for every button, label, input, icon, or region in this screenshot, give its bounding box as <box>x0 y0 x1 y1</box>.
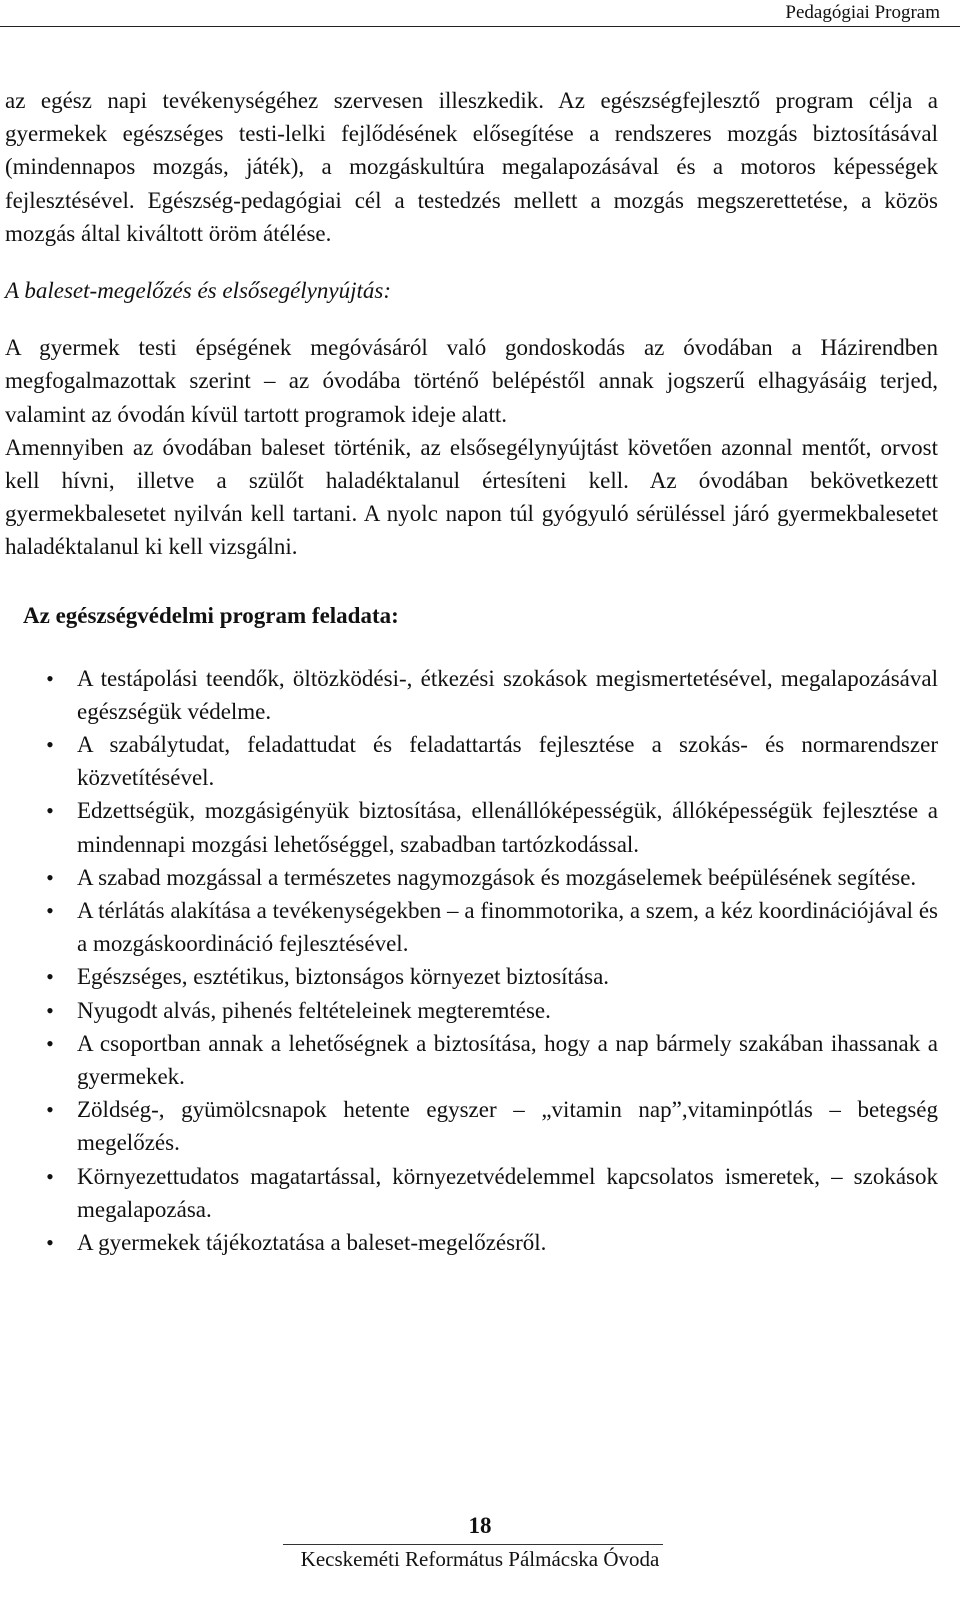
running-header <box>0 0 960 27</box>
page-number: 18 <box>468 1513 492 1538</box>
list-item-text: Környezettudatos magatartással, környezetvédelemmel kapcsolatos ismeretek, – szokások megalapozása. <box>77 1163 938 1222</box>
task-list <box>5 662 938 1260</box>
footer-divider <box>283 1544 663 1545</box>
list-item <box>5 960 938 993</box>
list-item-text: A szabad mozgással a természetes nagymozgások és mozgáselemek beépülésének segítése. <box>77 864 917 890</box>
list-item-text: A csoportban annak a lehetőségnek a biztosítása, hogy a nap bármely szakában ihassanak a gyermekek. <box>77 1030 938 1090</box>
list-item <box>5 861 938 894</box>
bullet-icon: • <box>46 1097 54 1123</box>
bullet-icon: • <box>46 997 54 1023</box>
list-item <box>5 1027 938 1093</box>
section-heading: Az egészségvédelmi program feladata: <box>23 602 399 628</box>
header-title: Pedagógiai Program <box>785 2 940 23</box>
list-item <box>5 662 938 728</box>
bullet-icon: • <box>46 1163 54 1189</box>
list-item-text: Nyugodt alvás, pihenés feltételeinek megteremtése. <box>77 997 551 1023</box>
list-item <box>5 1160 938 1226</box>
list-item <box>5 994 938 1027</box>
list-item <box>5 894 938 960</box>
list-item <box>5 794 938 860</box>
list-item-text: Edzettségük, mozgásigényük biztosítása, ellenállóképességük, állóképességük fejlesztése a mindennapi mozgási lehetőséggel, szabadban tartózkodással. <box>77 798 938 857</box>
list-item-text: A testápolási teendők, öltözködési-, étkezési szokások megismertetésével, megalapozásával egészségük védelme. <box>77 665 938 724</box>
list-item <box>5 728 938 794</box>
bullet-icon: • <box>46 898 54 924</box>
list-item <box>5 1226 938 1259</box>
bullet-icon: • <box>46 798 54 824</box>
bullet-icon: • <box>46 864 54 890</box>
list-item-text: Egészséges, esztétikus, biztonságos környezet biztosítása. <box>77 964 610 990</box>
footer-institution: Kecskeméti Református Pálmácska Óvoda <box>300 1547 660 1571</box>
bullet-icon: • <box>46 732 54 758</box>
intro-paragraph: az egész napi tevékenységéhez szervesen illeszkedik. Az egészségfejlesztő program célja a gyermekek egészséges testi-lelki fejlődésének elősegítése a rendszeres mozgás biztosításával (mindennapos mozgás, játék), a mozgáskultúra megalapozásával és a motoros képességek fejlesztésével. Egészség-pedagógiai cél a testedzés mellett a mozgás megszerettetése, a közös mozgás által kiváltott öröm átélése. <box>5 88 938 246</box>
subheading-accident-prevention: A baleset-megelőzés és elsősegélynyújtás: <box>5 278 391 304</box>
bullet-icon: • <box>46 964 54 990</box>
page-body <box>5 84 938 1259</box>
bullet-icon: • <box>46 1030 54 1056</box>
bullet-icon: • <box>46 1230 54 1256</box>
safety-paragraph: A gyermek testi épségének megóvásáról való gondoskodás az óvodában a Házirendben megfogalmazottak szerint – az óvodába történő belépéstől annak jogszerű elhagyásáig terjed, valamint az óvodán kívül tartott programok ideje alatt. <box>5 335 938 427</box>
list-item-text: Zöldség-, gyümölcsnapok hetente egyszer – „vitamin nap”,vitaminpótlás – betegség megelőzés. <box>77 1097 938 1156</box>
list-item-text: A térlátás alakítása a tevékenységekben – a finommotorika, a szem, a kéz koordinációjával és a mozgáskoordináció fejlesztésével. <box>77 898 938 957</box>
list-item <box>5 1093 938 1159</box>
bullet-icon: • <box>46 665 54 691</box>
list-item-text: A szabálytudat, feladattudat és feladattartás fejlesztése a szokás- és normarendszer közvetítésével. <box>77 732 938 791</box>
list-item-text: A gyermekek tájékoztatása a baleset-megelőzésről. <box>77 1230 547 1256</box>
accident-paragraph: Amennyiben az óvodában baleset történik, az elsősegélynyújtást követően azonnal mentőt, orvost kell hívni, illetve a szülőt haladéktalanul értesíteni kell. Az óvodában bekövetkezett gyermekbalesetet nyilván kell tartani. A nyolc napon túl gyógyuló sérüléssel járó gyermekbalesetet haladéktalanul ki kell vizsgálni. <box>5 434 938 560</box>
